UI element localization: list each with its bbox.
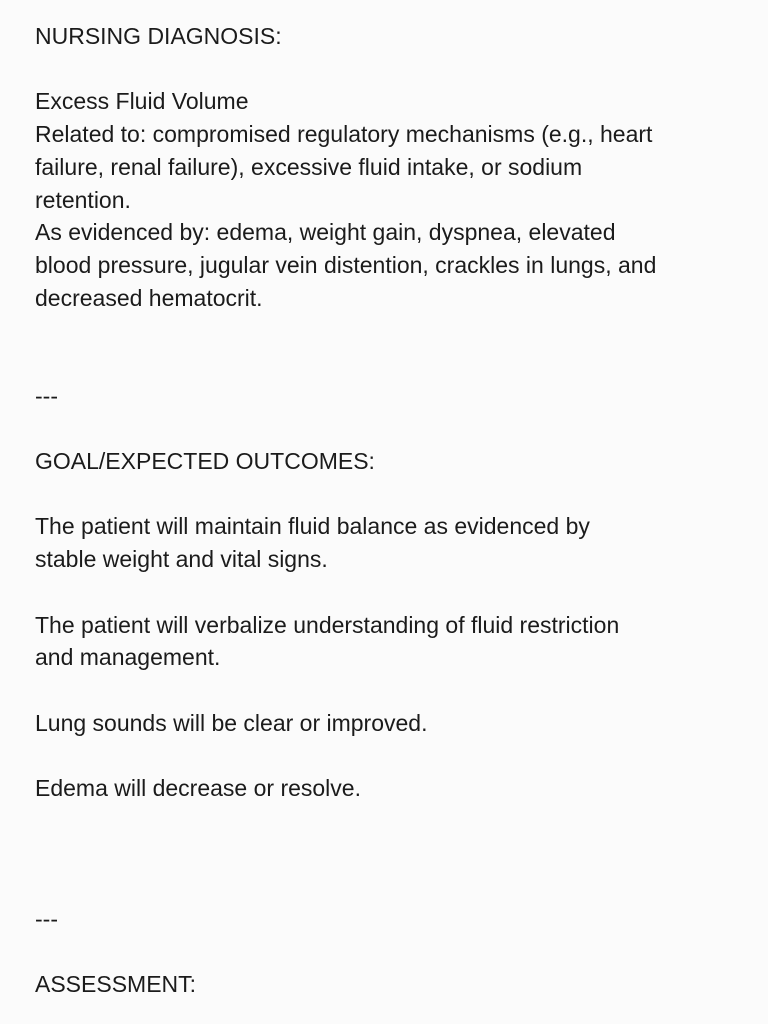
spacer [35,935,735,968]
spacer [35,805,735,903]
outcome-line: Edema will decrease or resolve. [35,775,361,802]
outcome-line: and management. [35,644,221,671]
related-to-line: Related to: compromised regulatory mechanisms (e.g., heart [35,121,653,148]
section-divider: --- [35,382,58,409]
spacer [35,53,735,86]
diagnosis-title: Excess Fluid Volume [35,88,249,115]
evidenced-by-line: As evidenced by: edema, weight gain, dyspnea, elevated [35,219,616,246]
spacer [35,314,735,379]
document-page [35,20,735,1001]
spacer [35,412,735,445]
nursing-diagnosis-heading: NURSING DIAGNOSIS: [35,23,282,49]
evidenced-by-line: blood pressure, jugular vein distention, crackles in lungs, and [35,251,657,278]
related-to-line: retention. [35,186,131,213]
spacer [35,576,735,609]
assessment-heading: ASSESSMENT: [35,971,197,998]
spacer [35,674,735,707]
related-to-line: failure, renal failure), excessive fluid intake, or sodium [35,153,583,180]
outcome-line: stable weight and vital signs. [35,546,328,573]
spacer [35,478,735,511]
evidenced-by-line: decreased hematocrit. [35,284,263,311]
outcome-line: The patient will maintain fluid balance as evidenced by [35,513,590,540]
section-divider: --- [35,905,58,932]
outcome-line: The patient will verbalize understanding of fluid restriction [35,611,620,638]
goals-heading: GOAL/EXPECTED OUTCOMES: [35,448,375,475]
outcome-line: Lung sounds will be clear or improved. [35,709,428,736]
spacer [35,739,735,772]
